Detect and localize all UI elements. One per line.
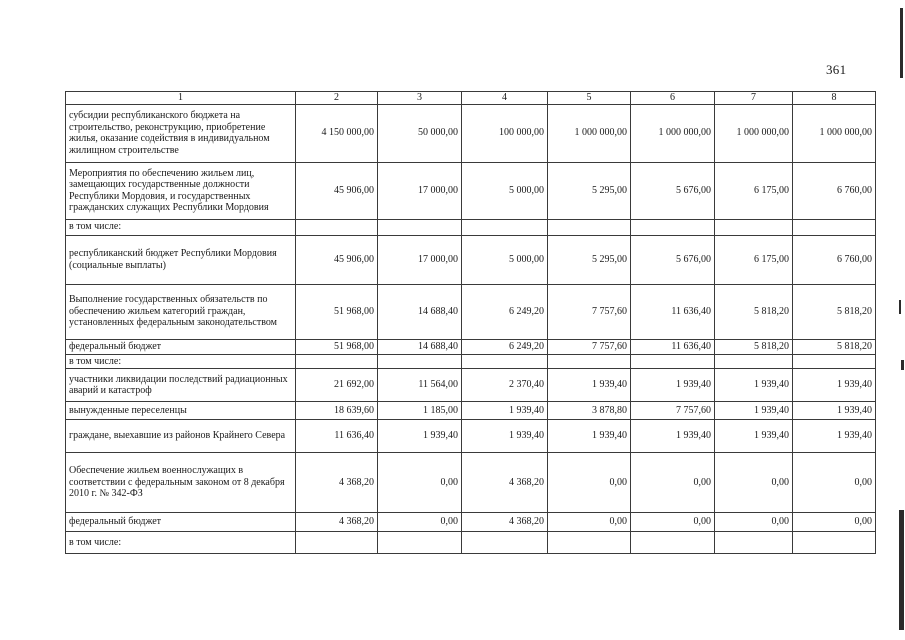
- row-label: субсидии республиканского бюджета на строительство, реконструкцию, приобретение жилья, оказание содействия в индивидуальном жилищном строительстве: [66, 104, 296, 162]
- value-cell: 4 368,20: [296, 453, 378, 513]
- value-cell: 1 939,40: [548, 369, 631, 402]
- table-row: [66, 235, 876, 284]
- column-header: 7: [715, 92, 793, 105]
- value-cell: 51 968,00: [296, 339, 378, 354]
- value-cell: 5 818,20: [793, 339, 876, 354]
- row-label: в том числе:: [66, 219, 296, 235]
- value-cell: 1 939,40: [715, 420, 793, 453]
- table-row: [66, 162, 876, 219]
- table-row: [66, 104, 876, 162]
- value-cell: 1 185,00: [378, 402, 462, 420]
- value-cell: 1 000 000,00: [793, 104, 876, 162]
- table-row: [66, 402, 876, 420]
- value-cell: [378, 219, 462, 235]
- row-label: в том числе:: [66, 532, 296, 554]
- value-cell: 1 939,40: [793, 402, 876, 420]
- value-cell: 1 939,40: [715, 369, 793, 402]
- value-cell: [548, 354, 631, 369]
- value-cell: 0,00: [631, 453, 715, 513]
- value-cell: 6 760,00: [793, 235, 876, 284]
- value-cell: 5 000,00: [462, 235, 548, 284]
- value-cell: 14 688,40: [378, 339, 462, 354]
- value-cell: 1 939,40: [631, 420, 715, 453]
- value-cell: [715, 219, 793, 235]
- value-cell: 6 175,00: [715, 235, 793, 284]
- value-cell: 7 757,60: [548, 284, 631, 339]
- value-cell: 14 688,40: [378, 284, 462, 339]
- value-cell: 4 368,20: [462, 513, 548, 532]
- column-header: 6: [631, 92, 715, 105]
- value-cell: 11 564,00: [378, 369, 462, 402]
- table-row: [66, 339, 876, 354]
- row-label: граждане, выехавшие из районов Крайнего Севера: [66, 420, 296, 453]
- row-label: федеральный бюджет: [66, 513, 296, 532]
- value-cell: [793, 219, 876, 235]
- value-cell: 100 000,00: [462, 104, 548, 162]
- value-cell: 0,00: [631, 513, 715, 532]
- value-cell: 5 295,00: [548, 162, 631, 219]
- value-cell: 0,00: [378, 453, 462, 513]
- value-cell: [296, 219, 378, 235]
- value-cell: 1 939,40: [631, 369, 715, 402]
- value-cell: 0,00: [715, 453, 793, 513]
- value-cell: 2 370,40: [462, 369, 548, 402]
- value-cell: [296, 354, 378, 369]
- row-label: Мероприятия по обеспечению жильем лиц, замещающих государственные должности Республики Мордовия, и государственных гражданских служащих Республики Мордовия: [66, 162, 296, 219]
- value-cell: 0,00: [793, 453, 876, 513]
- value-cell: 4 368,20: [296, 513, 378, 532]
- table-row: [66, 532, 876, 554]
- value-cell: 51 968,00: [296, 284, 378, 339]
- value-cell: 5 676,00: [631, 235, 715, 284]
- value-cell: [378, 354, 462, 369]
- row-label: республиканский бюджет Республики Мордовия (социальные выплаты): [66, 235, 296, 284]
- value-cell: [631, 219, 715, 235]
- value-cell: 1 939,40: [462, 420, 548, 453]
- row-label: Выполнение государственных обязательств по обеспечению жильем категорий граждан, установленных федеральным законодательством: [66, 284, 296, 339]
- value-cell: 50 000,00: [378, 104, 462, 162]
- page-number: 361: [826, 62, 847, 77]
- value-cell: 7 757,60: [548, 339, 631, 354]
- value-cell: 6 249,20: [462, 284, 548, 339]
- budget-table: [65, 91, 876, 554]
- value-cell: [631, 354, 715, 369]
- value-cell: 11 636,40: [296, 420, 378, 453]
- table-row: [66, 453, 876, 513]
- table-row: [66, 354, 876, 369]
- table-row: [66, 219, 876, 235]
- value-cell: 21 692,00: [296, 369, 378, 402]
- column-header: 5: [548, 92, 631, 105]
- value-cell: 6 175,00: [715, 162, 793, 219]
- value-cell: 18 639,60: [296, 402, 378, 420]
- value-cell: [793, 532, 876, 554]
- value-cell: 17 000,00: [378, 235, 462, 284]
- row-label: федеральный бюджет: [66, 339, 296, 354]
- scan-edge-artifact: [891, 0, 905, 640]
- value-cell: 1 939,40: [715, 402, 793, 420]
- value-cell: [296, 532, 378, 554]
- column-header: 8: [793, 92, 876, 105]
- table-row: [66, 284, 876, 339]
- value-cell: 6 249,20: [462, 339, 548, 354]
- value-cell: 5 818,20: [715, 284, 793, 339]
- value-cell: 4 150 000,00: [296, 104, 378, 162]
- column-header: 1: [66, 92, 296, 105]
- value-cell: [462, 219, 548, 235]
- value-cell: [548, 219, 631, 235]
- value-cell: 0,00: [548, 513, 631, 532]
- column-header: 2: [296, 92, 378, 105]
- value-cell: 0,00: [715, 513, 793, 532]
- value-cell: 4 368,20: [462, 453, 548, 513]
- value-cell: 1 939,40: [548, 420, 631, 453]
- table-row: [66, 420, 876, 453]
- value-cell: 1 000 000,00: [715, 104, 793, 162]
- value-cell: 6 760,00: [793, 162, 876, 219]
- table-body: [66, 92, 876, 554]
- value-cell: [378, 532, 462, 554]
- value-cell: 0,00: [378, 513, 462, 532]
- value-cell: 1 939,40: [462, 402, 548, 420]
- value-cell: [793, 354, 876, 369]
- value-cell: 45 906,00: [296, 235, 378, 284]
- row-label: в том числе:: [66, 354, 296, 369]
- value-cell: 45 906,00: [296, 162, 378, 219]
- header-row: [66, 92, 876, 105]
- value-cell: 1 000 000,00: [548, 104, 631, 162]
- value-cell: 1 939,40: [793, 420, 876, 453]
- value-cell: 3 878,80: [548, 402, 631, 420]
- column-header: 3: [378, 92, 462, 105]
- value-cell: 0,00: [548, 453, 631, 513]
- value-cell: 1 939,40: [793, 369, 876, 402]
- value-cell: 17 000,00: [378, 162, 462, 219]
- table-row: [66, 513, 876, 532]
- row-label: Обеспечение жильем военнослужащих в соответствии с федеральным законом от 8 декабря 2010 г. № 342-ФЗ: [66, 453, 296, 513]
- value-cell: [715, 354, 793, 369]
- value-cell: [548, 532, 631, 554]
- value-cell: 5 818,20: [715, 339, 793, 354]
- value-cell: [462, 354, 548, 369]
- value-cell: 0,00: [793, 513, 876, 532]
- value-cell: [631, 532, 715, 554]
- row-label: вынужденные переселенцы: [66, 402, 296, 420]
- value-cell: 7 757,60: [631, 402, 715, 420]
- value-cell: [462, 532, 548, 554]
- value-cell: 5 295,00: [548, 235, 631, 284]
- value-cell: 5 000,00: [462, 162, 548, 219]
- value-cell: [715, 532, 793, 554]
- value-cell: 1 939,40: [378, 420, 462, 453]
- value-cell: 11 636,40: [631, 284, 715, 339]
- value-cell: 1 000 000,00: [631, 104, 715, 162]
- value-cell: 5 676,00: [631, 162, 715, 219]
- column-header: 4: [462, 92, 548, 105]
- value-cell: 5 818,20: [793, 284, 876, 339]
- row-label: участники ликвидации последствий радиационных аварий и катастроф: [66, 369, 296, 402]
- value-cell: 11 636,40: [631, 339, 715, 354]
- table-row: [66, 369, 876, 402]
